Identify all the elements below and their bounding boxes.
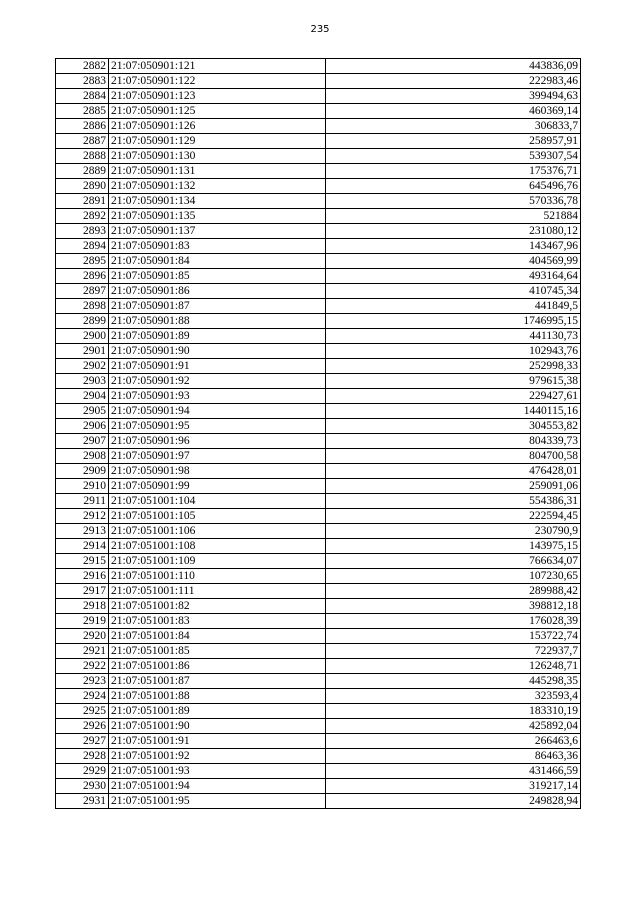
cadastral-number-cell: 21:07:050901:83 — [109, 239, 326, 254]
row-number-cell: 2904 — [56, 389, 109, 404]
row-number-cell: 2916 — [56, 569, 109, 584]
row-number-cell: 2925 — [56, 704, 109, 719]
cadastral-value-cell: 323593,4 — [326, 689, 581, 704]
cadastral-number-cell: 21:07:050901:130 — [109, 149, 326, 164]
cadastral-number-cell: 21:07:051001:85 — [109, 644, 326, 659]
table-row — [56, 599, 581, 614]
cadastral-number-cell: 21:07:051001:87 — [109, 674, 326, 689]
row-number-cell: 2899 — [56, 314, 109, 329]
cadastral-number-cell: 21:07:050901:90 — [109, 344, 326, 359]
cadastral-number-cell: 21:07:051001:94 — [109, 779, 326, 794]
cadastral-number-cell: 21:07:050901:93 — [109, 389, 326, 404]
row-number-cell: 2911 — [56, 494, 109, 509]
table-row — [56, 299, 581, 314]
row-number-cell: 2898 — [56, 299, 109, 314]
row-number-cell: 2913 — [56, 524, 109, 539]
row-number-cell: 2886 — [56, 119, 109, 134]
table-row — [56, 74, 581, 89]
cadastral-value-cell: 231080,12 — [326, 224, 581, 239]
cadastral-number-cell: 21:07:051001:89 — [109, 704, 326, 719]
row-number-cell: 2918 — [56, 599, 109, 614]
cadastral-value-cell: 554386,31 — [326, 494, 581, 509]
cadastral-number-cell: 21:07:050901:94 — [109, 404, 326, 419]
table-row — [56, 539, 581, 554]
row-number-cell: 2910 — [56, 479, 109, 494]
table-row — [56, 59, 581, 74]
row-number-cell: 2895 — [56, 254, 109, 269]
row-number-cell: 2897 — [56, 284, 109, 299]
table-row — [56, 104, 581, 119]
cadastral-value-cell: 766634,07 — [326, 554, 581, 569]
cadastral-value-cell: 493164,64 — [326, 269, 581, 284]
cadastral-number-cell: 21:07:051001:104 — [109, 494, 326, 509]
cadastral-value-cell: 222594,45 — [326, 509, 581, 524]
cadastral-number-cell: 21:07:050901:84 — [109, 254, 326, 269]
cadastral-number-cell: 21:07:050901:137 — [109, 224, 326, 239]
cadastral-number-cell: 21:07:051001:106 — [109, 524, 326, 539]
row-number-cell: 2907 — [56, 434, 109, 449]
row-number-cell: 2884 — [56, 89, 109, 104]
row-number-cell: 2928 — [56, 749, 109, 764]
cadastral-value-cell: 476428,01 — [326, 464, 581, 479]
cadastral-value-cell: 398812,18 — [326, 599, 581, 614]
cadastral-number-cell: 21:07:050901:85 — [109, 269, 326, 284]
cadastral-number-cell: 21:07:050901:97 — [109, 449, 326, 464]
cadastral-number-cell: 21:07:051001:108 — [109, 539, 326, 554]
table-row — [56, 389, 581, 404]
cadastral-value-cell: 1440115,16 — [326, 404, 581, 419]
cadastral-number-cell: 21:07:051001:95 — [109, 794, 326, 809]
cadastral-value-cell: 443836,09 — [326, 59, 581, 74]
cadastral-value-cell: 86463,36 — [326, 749, 581, 764]
table-row — [56, 494, 581, 509]
table-row — [56, 554, 581, 569]
cadastral-value-cell: 153722,74 — [326, 629, 581, 644]
cadastral-number-cell: 21:07:051001:111 — [109, 584, 326, 599]
cadastral-number-cell: 21:07:051001:93 — [109, 764, 326, 779]
cadastral-number-cell: 21:07:051001:84 — [109, 629, 326, 644]
table-row — [56, 764, 581, 779]
cadastral-number-cell: 21:07:050901:96 — [109, 434, 326, 449]
table-row — [56, 719, 581, 734]
table-row — [56, 449, 581, 464]
cadastral-number-cell: 21:07:051001:110 — [109, 569, 326, 584]
row-number-cell: 2893 — [56, 224, 109, 239]
table-row — [56, 584, 581, 599]
row-number-cell: 2917 — [56, 584, 109, 599]
cadastral-number-cell: 21:07:051001:83 — [109, 614, 326, 629]
table-row — [56, 194, 581, 209]
cadastral-value-cell: 804339,73 — [326, 434, 581, 449]
table-row — [56, 239, 581, 254]
row-number-cell: 2905 — [56, 404, 109, 419]
cadastral-value-cell: 460369,14 — [326, 104, 581, 119]
row-number-cell: 2882 — [56, 59, 109, 74]
cadastral-value-cell: 229427,61 — [326, 389, 581, 404]
row-number-cell: 2890 — [56, 179, 109, 194]
table-row — [56, 704, 581, 719]
row-number-cell: 2908 — [56, 449, 109, 464]
cadastral-number-cell: 21:07:050901:126 — [109, 119, 326, 134]
row-number-cell: 2914 — [56, 539, 109, 554]
row-number-cell: 2926 — [56, 719, 109, 734]
cadastral-value-cell: 399494,63 — [326, 89, 581, 104]
cadastral-number-cell: 21:07:051001:105 — [109, 509, 326, 524]
cadastral-value-cell: 804700,58 — [326, 449, 581, 464]
row-number-cell: 2922 — [56, 659, 109, 674]
table-row — [56, 569, 581, 584]
table-row — [56, 734, 581, 749]
cadastral-value-cell: 306833,7 — [326, 119, 581, 134]
cadastral-value-cell: 143467,96 — [326, 239, 581, 254]
cadastral-value-cell: 1746995,15 — [326, 314, 581, 329]
row-number-cell: 2931 — [56, 794, 109, 809]
cadastral-value-cell: 570336,78 — [326, 194, 581, 209]
cadastral-value-cell: 126248,71 — [326, 659, 581, 674]
cadastral-value-cell: 230790,9 — [326, 524, 581, 539]
table-row — [56, 224, 581, 239]
table-row — [56, 674, 581, 689]
cadastral-value-cell: 183310,19 — [326, 704, 581, 719]
row-number-cell: 2929 — [56, 764, 109, 779]
row-number-cell: 2896 — [56, 269, 109, 284]
cadastral-value-cell: 441849,5 — [326, 299, 581, 314]
table-row — [56, 284, 581, 299]
table-row — [56, 479, 581, 494]
cadastral-value-cell: 425892,04 — [326, 719, 581, 734]
cadastral-number-cell: 21:07:050901:121 — [109, 59, 326, 74]
table-row — [56, 779, 581, 794]
cadastral-number-cell: 21:07:050901:98 — [109, 464, 326, 479]
row-number-cell: 2921 — [56, 644, 109, 659]
cadastral-value-cell: 143975,15 — [326, 539, 581, 554]
cadastral-value-cell: 266463,6 — [326, 734, 581, 749]
table-row — [56, 89, 581, 104]
row-number-cell: 2915 — [56, 554, 109, 569]
cadastral-number-cell: 21:07:050901:125 — [109, 104, 326, 119]
table-row — [56, 329, 581, 344]
page-number: 235 — [310, 24, 330, 35]
cadastral-value-cell: 176028,39 — [326, 614, 581, 629]
row-number-cell: 2927 — [56, 734, 109, 749]
cadastral-number-cell: 21:07:050901:132 — [109, 179, 326, 194]
table-row — [56, 614, 581, 629]
row-number-cell: 2901 — [56, 344, 109, 359]
cadastral-number-cell: 21:07:050901:135 — [109, 209, 326, 224]
row-number-cell: 2885 — [56, 104, 109, 119]
table-row — [56, 404, 581, 419]
cadastral-number-cell: 21:07:051001:82 — [109, 599, 326, 614]
cadastral-value-cell: 410745,34 — [326, 284, 581, 299]
cadastral-value-cell: 252998,33 — [326, 359, 581, 374]
cadastral-value-cell: 319217,14 — [326, 779, 581, 794]
cadastral-value-cell: 289988,42 — [326, 584, 581, 599]
cadastral-number-cell: 21:07:050901:87 — [109, 299, 326, 314]
table-row — [56, 119, 581, 134]
row-number-cell: 2924 — [56, 689, 109, 704]
cadastral-number-cell: 21:07:050901:88 — [109, 314, 326, 329]
cadastral-value-cell: 304553,82 — [326, 419, 581, 434]
table-row — [56, 749, 581, 764]
row-number-cell: 2903 — [56, 374, 109, 389]
row-number-cell: 2923 — [56, 674, 109, 689]
cadastral-number-cell: 21:07:050901:123 — [109, 89, 326, 104]
cadastral-value-cell: 521884 — [326, 209, 581, 224]
cadastral-number-cell: 21:07:050901:131 — [109, 164, 326, 179]
table-row — [56, 359, 581, 374]
table-row — [56, 644, 581, 659]
cadastral-number-cell: 21:07:050901:134 — [109, 194, 326, 209]
table-row — [56, 269, 581, 284]
row-number-cell: 2902 — [56, 359, 109, 374]
row-number-cell: 2888 — [56, 149, 109, 164]
row-number-cell: 2892 — [56, 209, 109, 224]
cadastral-value-cell: 441130,73 — [326, 329, 581, 344]
table-row — [56, 149, 581, 164]
cadastral-value-cell: 107230,65 — [326, 569, 581, 584]
cadastral-number-cell: 21:07:050901:129 — [109, 134, 326, 149]
cadastral-value-cell: 258957,91 — [326, 134, 581, 149]
row-number-cell: 2920 — [56, 629, 109, 644]
cadastral-value-cell: 979615,38 — [326, 374, 581, 389]
cadastral-number-cell: 21:07:051001:109 — [109, 554, 326, 569]
table-row — [56, 434, 581, 449]
table-row — [56, 164, 581, 179]
cadastral-number-cell: 21:07:050901:86 — [109, 284, 326, 299]
cadastral-number-cell: 21:07:050901:91 — [109, 359, 326, 374]
cadastral-value-table — [55, 58, 581, 809]
cadastral-number-cell: 21:07:050901:92 — [109, 374, 326, 389]
cadastral-number-cell: 21:07:050901:89 — [109, 329, 326, 344]
table-row — [56, 794, 581, 809]
row-number-cell: 2912 — [56, 509, 109, 524]
table-row — [56, 314, 581, 329]
cadastral-number-cell: 21:07:051001:90 — [109, 719, 326, 734]
row-number-cell: 2900 — [56, 329, 109, 344]
cadastral-value-cell: 645496,76 — [326, 179, 581, 194]
table-row — [56, 374, 581, 389]
table-row — [56, 344, 581, 359]
cadastral-number-cell: 21:07:051001:88 — [109, 689, 326, 704]
table-row — [56, 254, 581, 269]
cadastral-value-cell: 722937,7 — [326, 644, 581, 659]
table-body — [56, 59, 581, 809]
table-row — [56, 134, 581, 149]
row-number-cell: 2909 — [56, 464, 109, 479]
row-number-cell: 2891 — [56, 194, 109, 209]
cadastral-number-cell: 21:07:050901:95 — [109, 419, 326, 434]
row-number-cell: 2883 — [56, 74, 109, 89]
table-row — [56, 464, 581, 479]
cadastral-value-cell: 539307,54 — [326, 149, 581, 164]
table-row — [56, 659, 581, 674]
table-row — [56, 689, 581, 704]
table-row — [56, 209, 581, 224]
row-number-cell: 2906 — [56, 419, 109, 434]
row-number-cell: 2894 — [56, 239, 109, 254]
cadastral-value-cell: 445298,35 — [326, 674, 581, 689]
row-number-cell: 2889 — [56, 164, 109, 179]
cadastral-number-cell: 21:07:050901:122 — [109, 74, 326, 89]
cadastral-number-cell: 21:07:050901:99 — [109, 479, 326, 494]
table-row — [56, 419, 581, 434]
table-row — [56, 629, 581, 644]
table-row — [56, 179, 581, 194]
cadastral-value-cell: 404569,99 — [326, 254, 581, 269]
cadastral-number-cell: 21:07:051001:86 — [109, 659, 326, 674]
cadastral-value-cell: 175376,71 — [326, 164, 581, 179]
cadastral-value-cell: 259091,06 — [326, 479, 581, 494]
cadastral-value-cell: 102943,76 — [326, 344, 581, 359]
table-row — [56, 524, 581, 539]
cadastral-value-cell: 249828,94 — [326, 794, 581, 809]
row-number-cell: 2930 — [56, 779, 109, 794]
cadastral-value-cell: 222983,46 — [326, 74, 581, 89]
row-number-cell: 2887 — [56, 134, 109, 149]
cadastral-number-cell: 21:07:051001:92 — [109, 749, 326, 764]
cadastral-value-cell: 431466,59 — [326, 764, 581, 779]
table-row — [56, 509, 581, 524]
cadastral-number-cell: 21:07:051001:91 — [109, 734, 326, 749]
row-number-cell: 2919 — [56, 614, 109, 629]
